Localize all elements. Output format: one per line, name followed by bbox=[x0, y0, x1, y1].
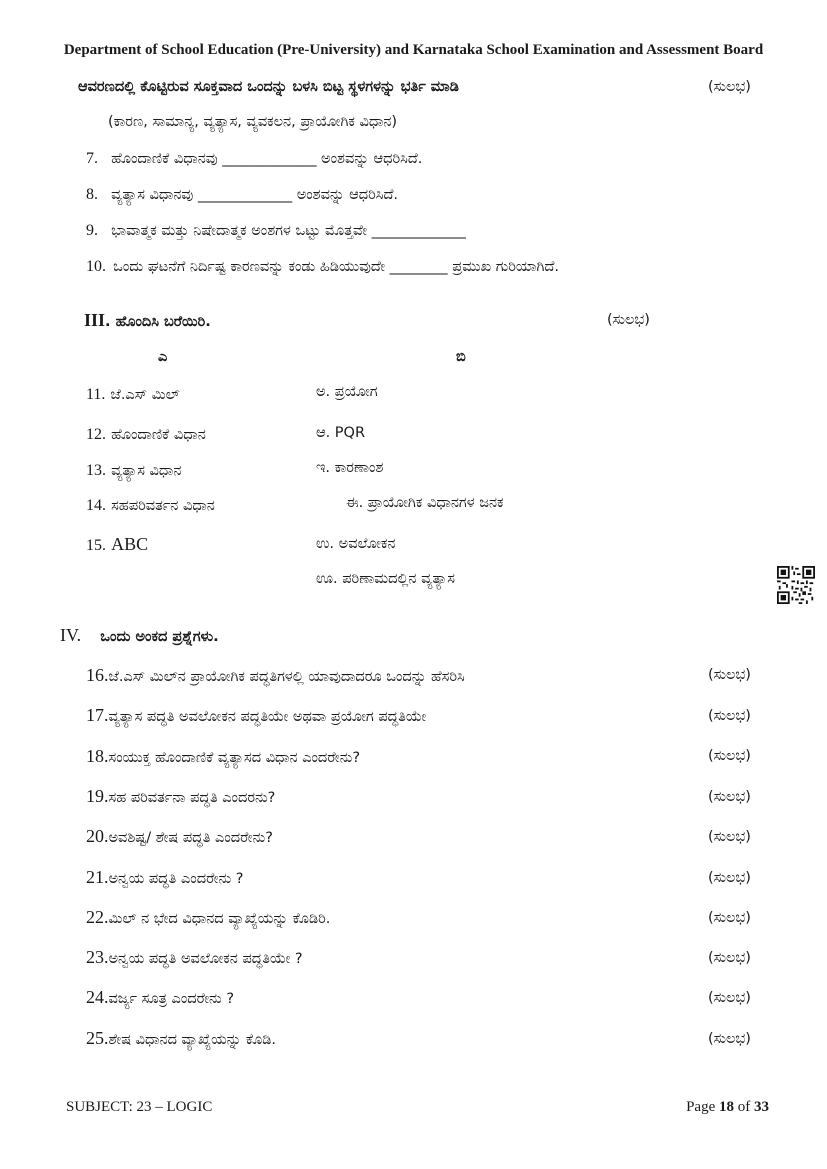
table-row bbox=[86, 424, 206, 444]
difficulty-tag: (ಸುಲಭ) bbox=[708, 708, 751, 724]
one-mark-section-title bbox=[60, 625, 219, 646]
question-number: 23. bbox=[86, 947, 109, 967]
list-item bbox=[86, 220, 466, 240]
list-item bbox=[86, 256, 559, 276]
question-text: ಅನ್ವಯ ಪದ್ಧತಿ ಎಂದರೇನು ? bbox=[108, 871, 244, 887]
column-b-extra-cell: ಊ. ಪರಿಣಾಮದಲ್ಲಿನ ವ್ಯತ್ಯಾಸ bbox=[316, 571, 455, 587]
page-header: Department of School Education (Pre-University) and Karnataka School Examination and Assessment Board bbox=[63, 42, 764, 58]
question-text: ಸಹ ಪರಿವರ್ತನಾ ಪದ್ಧತಿ ಎಂದರನು? bbox=[108, 790, 276, 806]
row-number: 11. bbox=[86, 386, 106, 403]
difficulty-tag: (ಸುಲಭ) bbox=[708, 910, 751, 926]
qr-code-icon bbox=[777, 566, 815, 604]
column-b-text: ಆ. PQR bbox=[316, 425, 366, 441]
row-number: 13. bbox=[86, 462, 106, 479]
question-text: ಶೇಷ ವಿಧಾನದ ವ್ಯಾಖ್ಯೆಯನ್ನು ಕೊಡಿ. bbox=[108, 1032, 276, 1048]
difficulty-tag: (ಸುಲಭ) bbox=[708, 667, 751, 683]
table-row bbox=[86, 495, 215, 515]
column-a-header: ಎ bbox=[158, 349, 168, 365]
question-text: ಅವಶಿಷ್ಟ/ ಶೇಷ ಪದ್ಧತಿ ಎಂದರೇನು? bbox=[108, 830, 273, 846]
question-number: 16. bbox=[86, 665, 109, 685]
question-row bbox=[86, 665, 766, 686]
item-text: ಭಾವಾತ್ಮಕ ಮತ್ತು ನಿಷೇದಾತ್ಮಕ ಅಂಶಗಳ ಒಟ್ಟು ಮೊತ್ತವೇ _____________ bbox=[111, 223, 466, 239]
question-text: ವ್ಯತ್ಯಾಸ ಪದ್ಧತಿ ಅವಲೋಕನ ಪದ್ಧತಿಯೇ ಅಥವಾ ಪ್ರಯೋಗ ಪದ್ಧತಿಯೇ bbox=[108, 709, 427, 725]
question-row bbox=[86, 947, 766, 968]
question-text: ಜೆ.ಎಸ್ ಮಿಲ್‌ನ ಪ್ರಾಯೋಗಿಕ ಪದ್ಧತಿಗಳಲ್ಲಿ ಯಾವುದಾದರೂ ಒಂದನ್ನು ಹೆಸರಿಸಿ bbox=[108, 669, 465, 685]
question-number: 21. bbox=[86, 867, 109, 887]
column-b-cell bbox=[316, 422, 365, 441]
item-text: ವ್ಯತ್ಯಾಸ ವಿಧಾನವು _____________ ಅಂಶವನ್ನು ಆಧರಿಸಿದೆ. bbox=[111, 187, 399, 203]
question-row bbox=[86, 1028, 766, 1049]
question-text: ಮಿಲ್ ನ ಭೇದ ವಿಧಾನದ ವ್ಯಾಖ್ಯೆಯನ್ನು ಕೊಡಿರಿ. bbox=[108, 911, 331, 927]
question-text: ವರ್ಜ್ಯ ಸೂತ್ರ ಎಂದರೇನು ? bbox=[108, 991, 235, 1007]
row-number: 14. bbox=[86, 497, 106, 514]
footer-subject: SUBJECT: 23 – LOGIC bbox=[66, 1099, 213, 1115]
difficulty-tag: (ಸುಲಭ) bbox=[708, 950, 751, 966]
question-row bbox=[86, 867, 766, 888]
column-b-header: ಬಿ bbox=[456, 349, 466, 365]
column-b-cell: ಉ. ಅವಲೋಕನ bbox=[316, 536, 396, 552]
list-item bbox=[86, 184, 398, 204]
question-number: 18. bbox=[86, 746, 109, 766]
column-b-cell: ಇ. ಕಾರಣಾಂಶ bbox=[316, 460, 384, 476]
question-number: 22. bbox=[86, 907, 109, 927]
list-item bbox=[86, 148, 422, 168]
column-b-cell: ಅ. ಪ್ರಯೋಗ bbox=[316, 384, 378, 400]
difficulty-tag: (ಸುಲಭ) bbox=[708, 990, 751, 1006]
column-a-cell: ಸಹಪರಿವರ್ತನ ವಿಧಾನ bbox=[111, 498, 215, 514]
question-row bbox=[86, 826, 766, 847]
fill-blanks-options: (ಕಾರಣ, ಸಾಮಾನ್ಯ, ವ್ಯತ್ಯಾಸ, ವ್ಯವಕಲನ, ಪ್ರಾಯೋಗಿಕ ವಿಧಾನ) bbox=[108, 114, 398, 130]
item-number: 7. bbox=[86, 150, 98, 167]
item-number: 10. bbox=[86, 258, 106, 275]
section-title-text: ಒಂದು ಅಂಕದ ಪ್ರಶ್ನೆಗಳು. bbox=[100, 629, 219, 645]
question-number: 20. bbox=[86, 826, 109, 846]
item-text: ಹೊಂದಾಣಿಕೆ ವಿಧಾನವು _____________ ಅಂಶವನ್ನು ಆಧರಿಸಿದೆ. bbox=[111, 151, 423, 167]
difficulty-tag: (ಸುಲಭ) bbox=[708, 870, 751, 886]
question-text: ಅನ್ವಯ ಪದ್ಧತಿ ಅವಲೋಕನ ಪದ್ಧತಿಯೇ ? bbox=[108, 951, 303, 967]
difficulty-tag: (ಸುಲಭ) bbox=[708, 829, 751, 845]
question-number: 19. bbox=[86, 786, 109, 806]
question-row bbox=[86, 987, 766, 1008]
item-text: ಒಂದು ಘಟನೆಗೆ ನಿರ್ದಿಷ್ಟ ಕಾರಣವನ್ನು ಕಂಡು ಹಿಡಿಯುವುದೇ ________ ಪ್ರಮುಖ ಗುರಿಯಾಗಿದೆ. bbox=[113, 259, 560, 275]
question-text: ಸಂಯುಕ್ತ ಹೊಂದಾಣಿಕೆ ವ್ಯತ್ಯಾಸದ ವಿಧಾನ ಎಂದರೇನು? bbox=[108, 750, 361, 766]
column-a-cell: ಜೆ.ಎಸ್ ಮಿಲ್ bbox=[110, 387, 180, 403]
row-number: 12. bbox=[86, 426, 106, 443]
difficulty-tag: (ಸುಲಭ) bbox=[708, 79, 751, 95]
table-row bbox=[86, 460, 181, 480]
question-row bbox=[86, 907, 766, 928]
row-number: 15. bbox=[86, 537, 106, 554]
fill-blanks-instruction: ಆವರಣದಲ್ಲಿ ಕೊಟ್ಟಿರುವ ಸೂಕ್ತವಾದ ಒಂದನ್ನು ಬಳಸಿ ಬಿಟ್ಟ ಸ್ಥಳಗಳನ್ನು ಭರ್ತಿ ಮಾಡಿ bbox=[78, 79, 459, 95]
difficulty-tag: (ಸುಲಭ) bbox=[708, 789, 751, 805]
difficulty-tag: (ಸುಲಭ) bbox=[708, 748, 751, 764]
column-a-cell: ಹೊಂದಾಣಿಕೆ ವಿಧಾನ bbox=[111, 427, 206, 443]
page-label: Page bbox=[686, 1099, 716, 1115]
page-total: 33 bbox=[754, 1099, 769, 1115]
section-title-text: . ಹೊಂದಿಸಿ ಬರೆಯಿರಿ. bbox=[105, 314, 211, 330]
difficulty-tag: (ಸುಲಭ) bbox=[607, 312, 650, 328]
column-b-cell: ಈ. ಪ್ರಾಯೋಗಿಕ ವಿಧಾನಗಳ ಜನಕ bbox=[346, 495, 504, 511]
question-number: 24. bbox=[86, 987, 109, 1007]
question-row bbox=[86, 746, 766, 767]
page-current: 18 bbox=[719, 1099, 734, 1115]
match-section-title bbox=[84, 310, 211, 331]
footer-page-number bbox=[686, 1099, 769, 1116]
page-of: of bbox=[737, 1099, 751, 1115]
table-row bbox=[86, 384, 180, 404]
column-a-cell: ವ್ಯತ್ಯಾಸ ವಿಧಾನ bbox=[111, 463, 182, 479]
question-number: 25. bbox=[86, 1028, 109, 1048]
section-roman: IV. bbox=[60, 625, 82, 645]
table-row bbox=[86, 534, 148, 555]
item-number: 8. bbox=[86, 186, 98, 203]
question-number: 17. bbox=[86, 705, 109, 725]
question-row bbox=[86, 705, 766, 726]
difficulty-tag: (ಸುಲಭ) bbox=[708, 1031, 751, 1047]
item-number: 9. bbox=[86, 222, 98, 239]
column-a-cell: ABC bbox=[111, 534, 149, 554]
section-roman: III bbox=[84, 310, 106, 330]
question-row bbox=[86, 786, 766, 807]
